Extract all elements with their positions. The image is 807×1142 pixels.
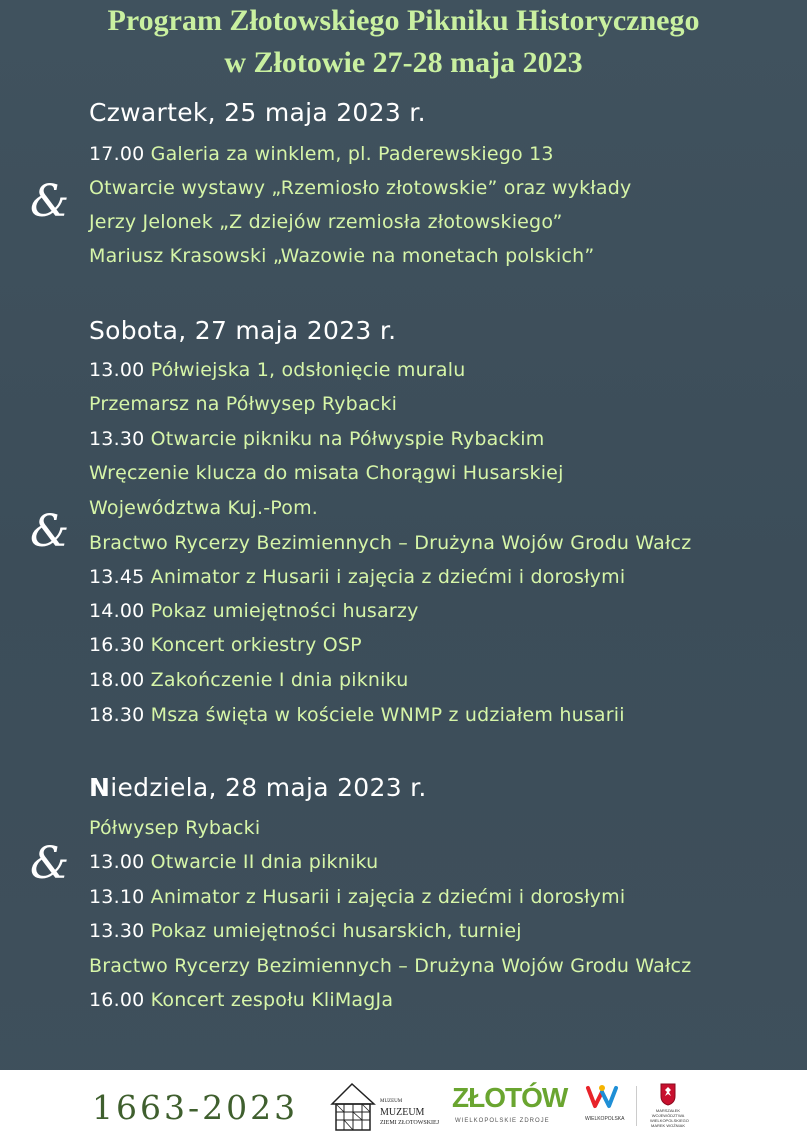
day-heading-saturday: Sobota, 27 maja 2023 r.	[89, 316, 397, 345]
time: 13.00	[89, 359, 145, 381]
time: 14.00	[89, 600, 145, 622]
muzeum-logo	[330, 1080, 440, 1134]
event-text: Przemarsz na Półwysep Rybacki	[89, 393, 398, 415]
time: 13.00	[89, 851, 145, 873]
wielkopolska-text: WIELKOPOLSKA	[585, 1116, 625, 1122]
footer-divider	[636, 1086, 637, 1126]
event-text: Otwarcie pikniku na Półwyspie Rybackim	[150, 428, 545, 450]
muzeum-small-label: MUZEUM	[380, 1099, 403, 1104]
marshal-logo	[650, 1082, 690, 1136]
schedule-line	[89, 566, 625, 588]
time: 13.10	[89, 886, 145, 908]
event-text: Msza święta w kościele WNMP z udziałem husarii	[150, 704, 625, 726]
schedule-line	[89, 245, 594, 267]
schedule-line	[89, 211, 563, 233]
event-text: Bractwo Rycerzy Bezimiennych – Drużyna Wojów Grodu Wałcz	[89, 532, 692, 554]
time: 18.30	[89, 704, 145, 726]
muzeum-name: MUZEUM	[380, 1107, 425, 1118]
event-text: Pokaz umiejętności husarskich, turniej	[150, 920, 522, 942]
event-text: Półwiejska 1, odsłonięcie muralu	[150, 359, 466, 381]
event-text: Koncert orkiestry OSP	[150, 634, 362, 656]
schedule-line	[89, 989, 393, 1011]
time: 13.30	[89, 428, 145, 450]
schedule-line	[89, 851, 378, 873]
day-heading-rest: iedziela, 28 maja 2023 r.	[110, 773, 427, 802]
wielkopolska-w-icon	[585, 1082, 619, 1112]
schedule-line	[89, 532, 691, 554]
event-text: Bractwo Rycerzy Bezimiennych – Drużyna Wojów Grodu Wałcz	[89, 955, 692, 977]
event-text: Animator z Husarii i zajęcia z dziećmi i dorosłymi	[150, 566, 626, 588]
schedule-line	[89, 634, 362, 656]
schedule-line	[89, 497, 318, 519]
event-text: Koncert zespołu KliMagJa	[150, 989, 394, 1011]
event-text: Otwarcie II dnia pikniku	[150, 851, 379, 873]
poster-title	[0, 0, 807, 84]
time: 18.00	[89, 669, 145, 691]
schedule-line	[89, 886, 625, 908]
marshal-text: MARSZAŁEK WOJEWÓDZTWA WIELKOPOLSKIEGO MAREK WOŹNIAK	[650, 1108, 689, 1128]
footer	[0, 1070, 807, 1142]
wielkopolska-logo	[585, 1082, 629, 1132]
museum-building-icon	[330, 1080, 376, 1132]
schedule-line	[89, 143, 554, 165]
time: 13.30	[89, 920, 145, 942]
event-text: Województwa Kuj.-Pom.	[89, 497, 319, 519]
schedule-line	[89, 817, 260, 839]
zlotow-sub: WIELKOPOLSKIE ZDROJE	[455, 1118, 550, 1124]
title-line-2: w Złotowie 27-28 maja 2023	[224, 46, 583, 79]
schedule-line	[89, 462, 564, 484]
event-text: Pokaz umiejętności husarzy	[150, 600, 419, 622]
event-text: Jerzy Jelonek „Z dziejów rzemiosła złotowskiego”	[89, 211, 563, 233]
title-line-1: Program Złotowskiego Pikniku Historycznego	[107, 4, 700, 37]
muzeum-text	[380, 1096, 439, 1129]
schedule-line	[89, 669, 409, 691]
event-text: Mariusz Krasowski „Wazowie na monetach polskich”	[89, 245, 595, 267]
schedule-line	[89, 177, 631, 199]
schedule-line	[89, 393, 397, 415]
schedule-line	[89, 955, 691, 977]
time: 16.00	[89, 989, 145, 1011]
time: 13.45	[89, 566, 145, 588]
event-text: Wręczenie klucza do misata Chorągwi Husarskiej	[89, 462, 564, 484]
zlotow-word: ZŁOTÓW	[452, 1082, 568, 1113]
time: 17.00	[89, 143, 145, 165]
event-text: Animator z Husarii i zajęcia z dziećmi i dorosłymi	[150, 886, 626, 908]
time: 16.30	[89, 634, 145, 656]
ampersand-ornament: &	[30, 176, 70, 227]
event-text: Galeria za winklem, pl. Paderewskiego 13	[150, 143, 554, 165]
zlotow-logo	[452, 1082, 568, 1136]
ampersand-ornament: &	[30, 506, 70, 557]
day-heading-thursday: Czwartek, 25 maja 2023 r.	[89, 98, 426, 127]
schedule-line	[89, 704, 625, 726]
coat-of-arms-icon	[650, 1082, 686, 1106]
day-initial: N	[89, 773, 111, 802]
ampersand-ornament: &	[30, 838, 70, 889]
muzeum-sub: ZIEMI ZŁOTOWSKIEJ	[380, 1120, 440, 1126]
event-text: Otwarcie wystawy „Rzemiosło złotowskie” oraz wykłady	[89, 177, 632, 199]
years-text: 1663-2023	[92, 1088, 299, 1127]
schedule-line	[89, 920, 522, 942]
schedule-line	[89, 600, 419, 622]
event-text: Półwysep Rybacki	[89, 817, 261, 839]
day-heading-sunday	[89, 773, 427, 802]
event-text: Zakończenie I dnia pikniku	[150, 669, 409, 691]
schedule-line	[89, 359, 465, 381]
schedule-line	[89, 428, 544, 450]
